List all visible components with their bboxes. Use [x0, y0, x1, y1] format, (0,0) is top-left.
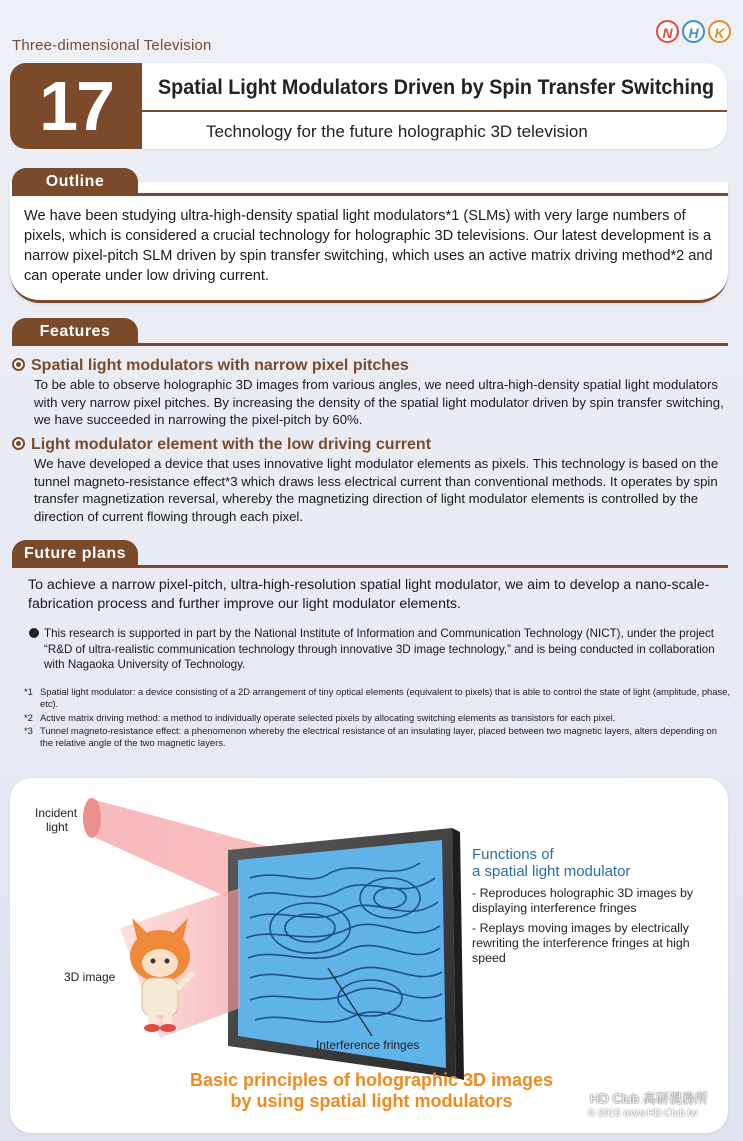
category-label: Three-dimensional Television: [12, 37, 212, 54]
feature-heading-text: Light modulator element with the low driving current: [31, 436, 432, 453]
functions-title: [472, 846, 630, 880]
footnote-2: [24, 712, 732, 724]
outline-rule: [138, 193, 728, 196]
footnote-mark: *2: [24, 712, 33, 723]
watermark-line-2: © 2015 www.HD.Club.tw: [588, 1108, 698, 1119]
future-plans-text: To achieve a narrow pixel-pitch, ultra-high-resolution spatial light modulator, we aim to develop a nano-scale-fabrication process and further improve our light modulator elements.: [28, 577, 710, 612]
page-title: Spatial Light Modulators Driven by Spin Transfer Switching: [158, 76, 715, 99]
incident-light-label-2: light: [46, 820, 69, 834]
footnote-1: [24, 686, 732, 711]
features-tab: Features: [12, 318, 138, 346]
footnote-text: Tunnel magneto-resistance effect: a phenomenon whereby the electrical resistance of an insulating layer, placed between two magnetic layers, alters depending on the relative angle of the two magnetic layers.: [40, 725, 717, 749]
logo-letter-h: H: [682, 20, 705, 43]
topic-number: 17: [10, 63, 142, 149]
functions-title-line-2: a spatial light modulator: [472, 863, 631, 880]
outline-tab: Outline: [12, 168, 138, 196]
feature-body-1: To be able to observe holographic 3D images from various angles, we need ultra-high-density spatial light modulators with very narrow pixel pitches. By increasing the density of the spatial light modulator driven by spin transfer switching, we have succeeded in narrowing the pixel-pitch by 60%.: [34, 377, 724, 428]
feature-heading-text: Spatial light modulators with narrow pixel pitches: [31, 357, 409, 374]
function-item-2: - Replays moving images by electrically rewriting the interference fringes at high speed: [472, 921, 690, 965]
footnote-text: Spatial light modulator: a device consisting of a 2D arrangement of tiny optical elements (equivalent to pixels) that is able to control the state of light (amplitude, phase, etc).: [40, 686, 730, 710]
page-subtitle: Technology for the future holographic 3D television: [206, 122, 588, 141]
note-bullet-icon: [29, 628, 39, 638]
nhk-logo: [656, 20, 732, 46]
watermark-line-1: HD Club 高研視務所: [590, 1091, 708, 1106]
function-item-1: - Reproduces holographic 3D images by displaying interference fringes: [472, 886, 694, 915]
title-divider: [142, 110, 727, 112]
incident-light-label-1: Incident: [35, 806, 78, 820]
feature-body-2: We have developed a device that uses innovative light modulator elements as pixels. This technology is based on the tunnel magneto-resistance effect*3 which draws less electrical current than conventional methods. It operates by spin transfer magnetization reversal, whereby the magnetizing direction of light modulator elements is controlled by the direction of current flowing through each pixel.: [34, 456, 719, 524]
outline-text: We have been studying ultra-high-density spatial light modulators*1 (SLMs) with very large numbers of pixels, which is considered a crucial technology for holographic 3D televisions. Our latest development is a narrow pixel-pitch SLM driven by spin transfer switching, which uses an active matrix driving method*2 and can operate under low driving current.: [24, 208, 713, 284]
logo-letter-n: N: [656, 20, 679, 43]
incident-beam-end: [83, 798, 101, 838]
research-note: This research is supported in part by the National Institute of Information and Communication Technology (NICT), under the project “R&D of ultra-realistic communication technology through innovative 3D image technology,” and is being conducted in collaboration with Nagaoka University of Technology.: [44, 627, 715, 672]
footnote-mark: *3: [24, 725, 33, 736]
logo-letter-k: K: [708, 20, 731, 43]
footnote-mark: *1: [24, 686, 33, 697]
bullet-icon: [12, 437, 25, 450]
3d-image-label: 3D image: [64, 970, 116, 984]
caption-line-1: Basic principles of holographic 3D images: [189, 1070, 554, 1090]
features-rule: [138, 343, 728, 346]
footnote-3: [24, 725, 732, 750]
functions-title-line-1: Functions of: [472, 846, 554, 863]
interference-fringes-label: Interference fringes: [316, 1038, 420, 1052]
future-plans-tab: Future plans: [12, 540, 138, 568]
caption-line-2: by using spatial light modulators: [230, 1091, 513, 1111]
feature-heading-1: [12, 357, 409, 375]
footnote-text: Active matrix driving method: a method to individually operate selected pixels by allocating switching elements as transistors for each pixel.: [40, 712, 616, 723]
future-plans-rule: [138, 565, 728, 568]
bullet-icon: [12, 358, 25, 371]
feature-heading-2: [12, 436, 431, 454]
